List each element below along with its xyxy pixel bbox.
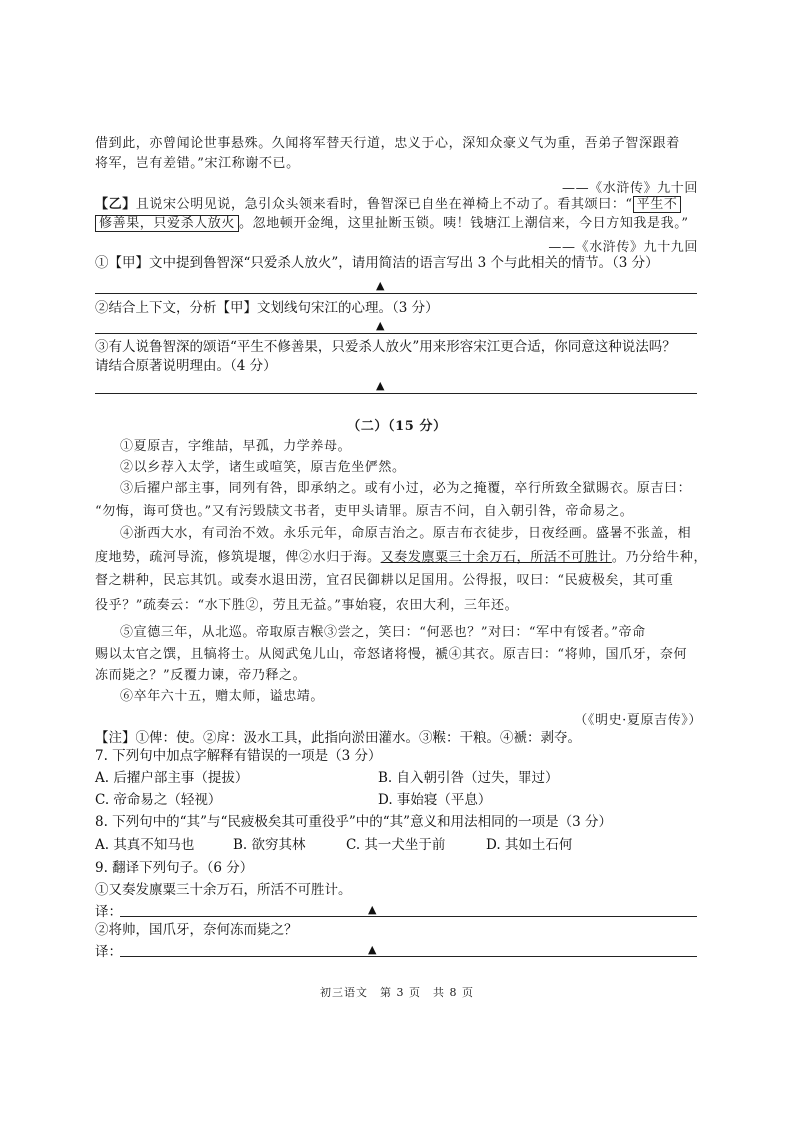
question-7-option-d[interactable]: D. 事始寝（平息） (378, 792, 492, 808)
note-marker-5: ④ (448, 647, 463, 662)
passage-p4a: ④浙西大水，有司治不效。永乐元年，命原吉治之。原吉布衣徒步，日夜经画。盛暑不张盖，相 (120, 526, 692, 541)
passage-p4c: 督之耕种，民忘其饥。或奏水退田涝，宜召民御耕以足国用。公得报，叹曰：“民疲极矣，其可重 (95, 573, 674, 588)
note-marker-2: ② (299, 550, 313, 565)
passage-p5c: 冻而毙之？”反覆力谏，帝乃释之。 (95, 668, 307, 683)
question-7-option-b[interactable]: B. 自入朝引咎（过失，罪过） (378, 770, 559, 786)
question-9-sentence-1: ①又奏发廪粟三十余万石，所活不可胜计。 (95, 882, 352, 898)
yi-line1 (95, 196, 681, 214)
question-3-line2: 请结合原著说明理由。（4 分） (95, 358, 277, 374)
passage-p5a-end: 尝之，笑曰：“何恶也？”对曰：“军中有馁者。”帝命 (337, 625, 646, 640)
note-marker-3: ② (245, 598, 260, 613)
question-8-stem: 8. 下列句中的“其”与“民疲极矣其可重役乎”中的“其”意义和用法相同的一项是（3 分） (95, 814, 612, 830)
passage-p6: ⑥卒年六十五，赠太师，谥忠靖。 (120, 689, 325, 704)
answer-line-2[interactable] (95, 333, 697, 334)
passage-p5b (95, 646, 687, 664)
note-marker-4: ③ (324, 625, 338, 640)
question-8-option-a[interactable]: A. 其真不知马也 (95, 837, 195, 853)
question-8-option-b[interactable]: B. 欲穷其林 (233, 837, 306, 853)
translation-label-1: 译： (95, 904, 122, 920)
passage-p4b-start: 度地势，疏河导流，修筑堤堰，俾 (95, 550, 300, 565)
question-7-option-a[interactable]: A. 后擢户部主事（提拔） (95, 770, 249, 786)
question-2: ②结合上下文，分析【甲】文划线句宋江的心理。（3 分） (95, 300, 439, 316)
answer-line-1[interactable] (95, 293, 697, 294)
yi-boxed-1: 平生不 (633, 196, 682, 213)
passage-p5a (120, 624, 646, 642)
passage-p4d-start: 役乎？”疏奏云：“水下胜 (95, 598, 246, 613)
passage-p5a-start: ⑤宣德三年，从北巡。帝取原吉糇 (120, 625, 325, 640)
answer-marker-9-2: ▲ (368, 943, 377, 956)
passage-underlined-1: 又奏发廪粟三十余万石 (380, 550, 517, 565)
yi-boxed-2: 修善果，只爱杀人放火 (95, 215, 239, 232)
question-3-line1: ③有人说鲁智深的颂语“平生不修善果，只爱杀人放火”用来形容宋江更合适，你同意这种说法吗？ (95, 339, 676, 355)
yi-line1-text: 且说宋公明见说，急引众头领来看时，鲁智深已自坐在禅椅上不动了。看其颂曰：“ (135, 197, 633, 212)
passage-p2: ②以乡荐入太学，诸生或喧笑，原吉危坐俨然。 (120, 460, 406, 475)
passage-p4b (95, 549, 707, 567)
answer-marker-1: ▲ (376, 279, 385, 292)
question-1: ①【甲】文中提到鲁智深“只爱杀人放火”，请用简洁的语言写出 3 个与此相关的情节。（3 分） (95, 255, 659, 271)
question-9-sentence-2: ②将帅，国爪牙，奈何冻而毙之？ (95, 922, 298, 938)
jia-tail-line1: 借到此，亦曾闻论世事悬殊。久闻将军替天行道，忠义于心，深知众豪义气为重，吾弟子智深跟着 (95, 136, 680, 151)
passage-p4b-end: 。乃分给牛种， (611, 550, 708, 565)
question-8-option-d[interactable]: D. 其如土石何 (486, 837, 573, 853)
translation-line-1[interactable] (120, 916, 697, 917)
yi-label: 【乙】 (95, 197, 136, 212)
question-9-stem: 9. 翻译下列句子。（6 分） (95, 860, 254, 876)
question-7-option-c[interactable]: C. 帝命易之（轻视） (95, 792, 222, 808)
section-2-title: （二）（15 分） (347, 419, 447, 434)
question-8-option-c[interactable]: C. 其一犬坐于前 (346, 837, 446, 853)
passage-p5b-start: 赐以太官之馔，且犒将士。从阅武兔儿山，帝怒诸将慢，褫 (95, 647, 449, 662)
jia-tail-line2: 将军，岂有差错。”宋江称谢不已。 (95, 156, 300, 171)
passage-p5b-end: 其衣。原吉曰：“将帅，国爪牙，奈何 (462, 647, 688, 662)
passage-p3b: “勿悔，诲可贷也。”又有污毁牍文书者，吏甲头请罪。原吉不问，自入朝引咎，帝命易之。 (95, 504, 634, 519)
passage-p3a: ③后擢户部主事，同列有咎，即承纳之。或有小过，必为之掩覆，卒行所致全獄賜衣。原吉曰： (120, 481, 692, 496)
answer-marker-2: ▲ (376, 319, 385, 332)
jia-source: ——《水浒传》九十回 (561, 181, 698, 196)
yi-source: ——《水浒传》九十九回 (548, 240, 698, 255)
translation-line-2[interactable] (120, 956, 697, 957)
answer-marker-9-1: ▲ (368, 903, 377, 916)
passage-p4d-end: ，劳且无益。”事始寝，农田大利，三年还。 (259, 598, 519, 613)
question-7-stem: 7. 下列句中加点字解释有错误的一项是（3 分） (95, 748, 382, 764)
yi-line2-text: 。忽地顿开金绳，这里扯断玉锁。咦！钱塘江上潮信来，今日方知我是我。” (239, 216, 689, 231)
translation-label-2: 译： (95, 944, 122, 960)
passage-p1: ①夏原吉，字维喆，早孤，力学养母。 (120, 439, 352, 454)
page-footer: 初三语文 第 3 页 共 8 页 (320, 986, 474, 999)
answer-marker-3: ▲ (376, 379, 385, 392)
notes: 【注】①俾：使。②戽：汲水工具，此指向淤田灌水。③糇：干粮。④褫：剥夺。 (95, 730, 581, 746)
answer-line-3[interactable] (95, 393, 697, 394)
passage-underlined-2: ，所活不可胜计 (516, 550, 612, 565)
yi-line2 (95, 215, 689, 233)
passage-source: （《明史·夏原吉传》） (574, 713, 702, 728)
passage-p4d (95, 597, 518, 615)
passage-p4b-mid: 水归于海。 (312, 550, 381, 565)
